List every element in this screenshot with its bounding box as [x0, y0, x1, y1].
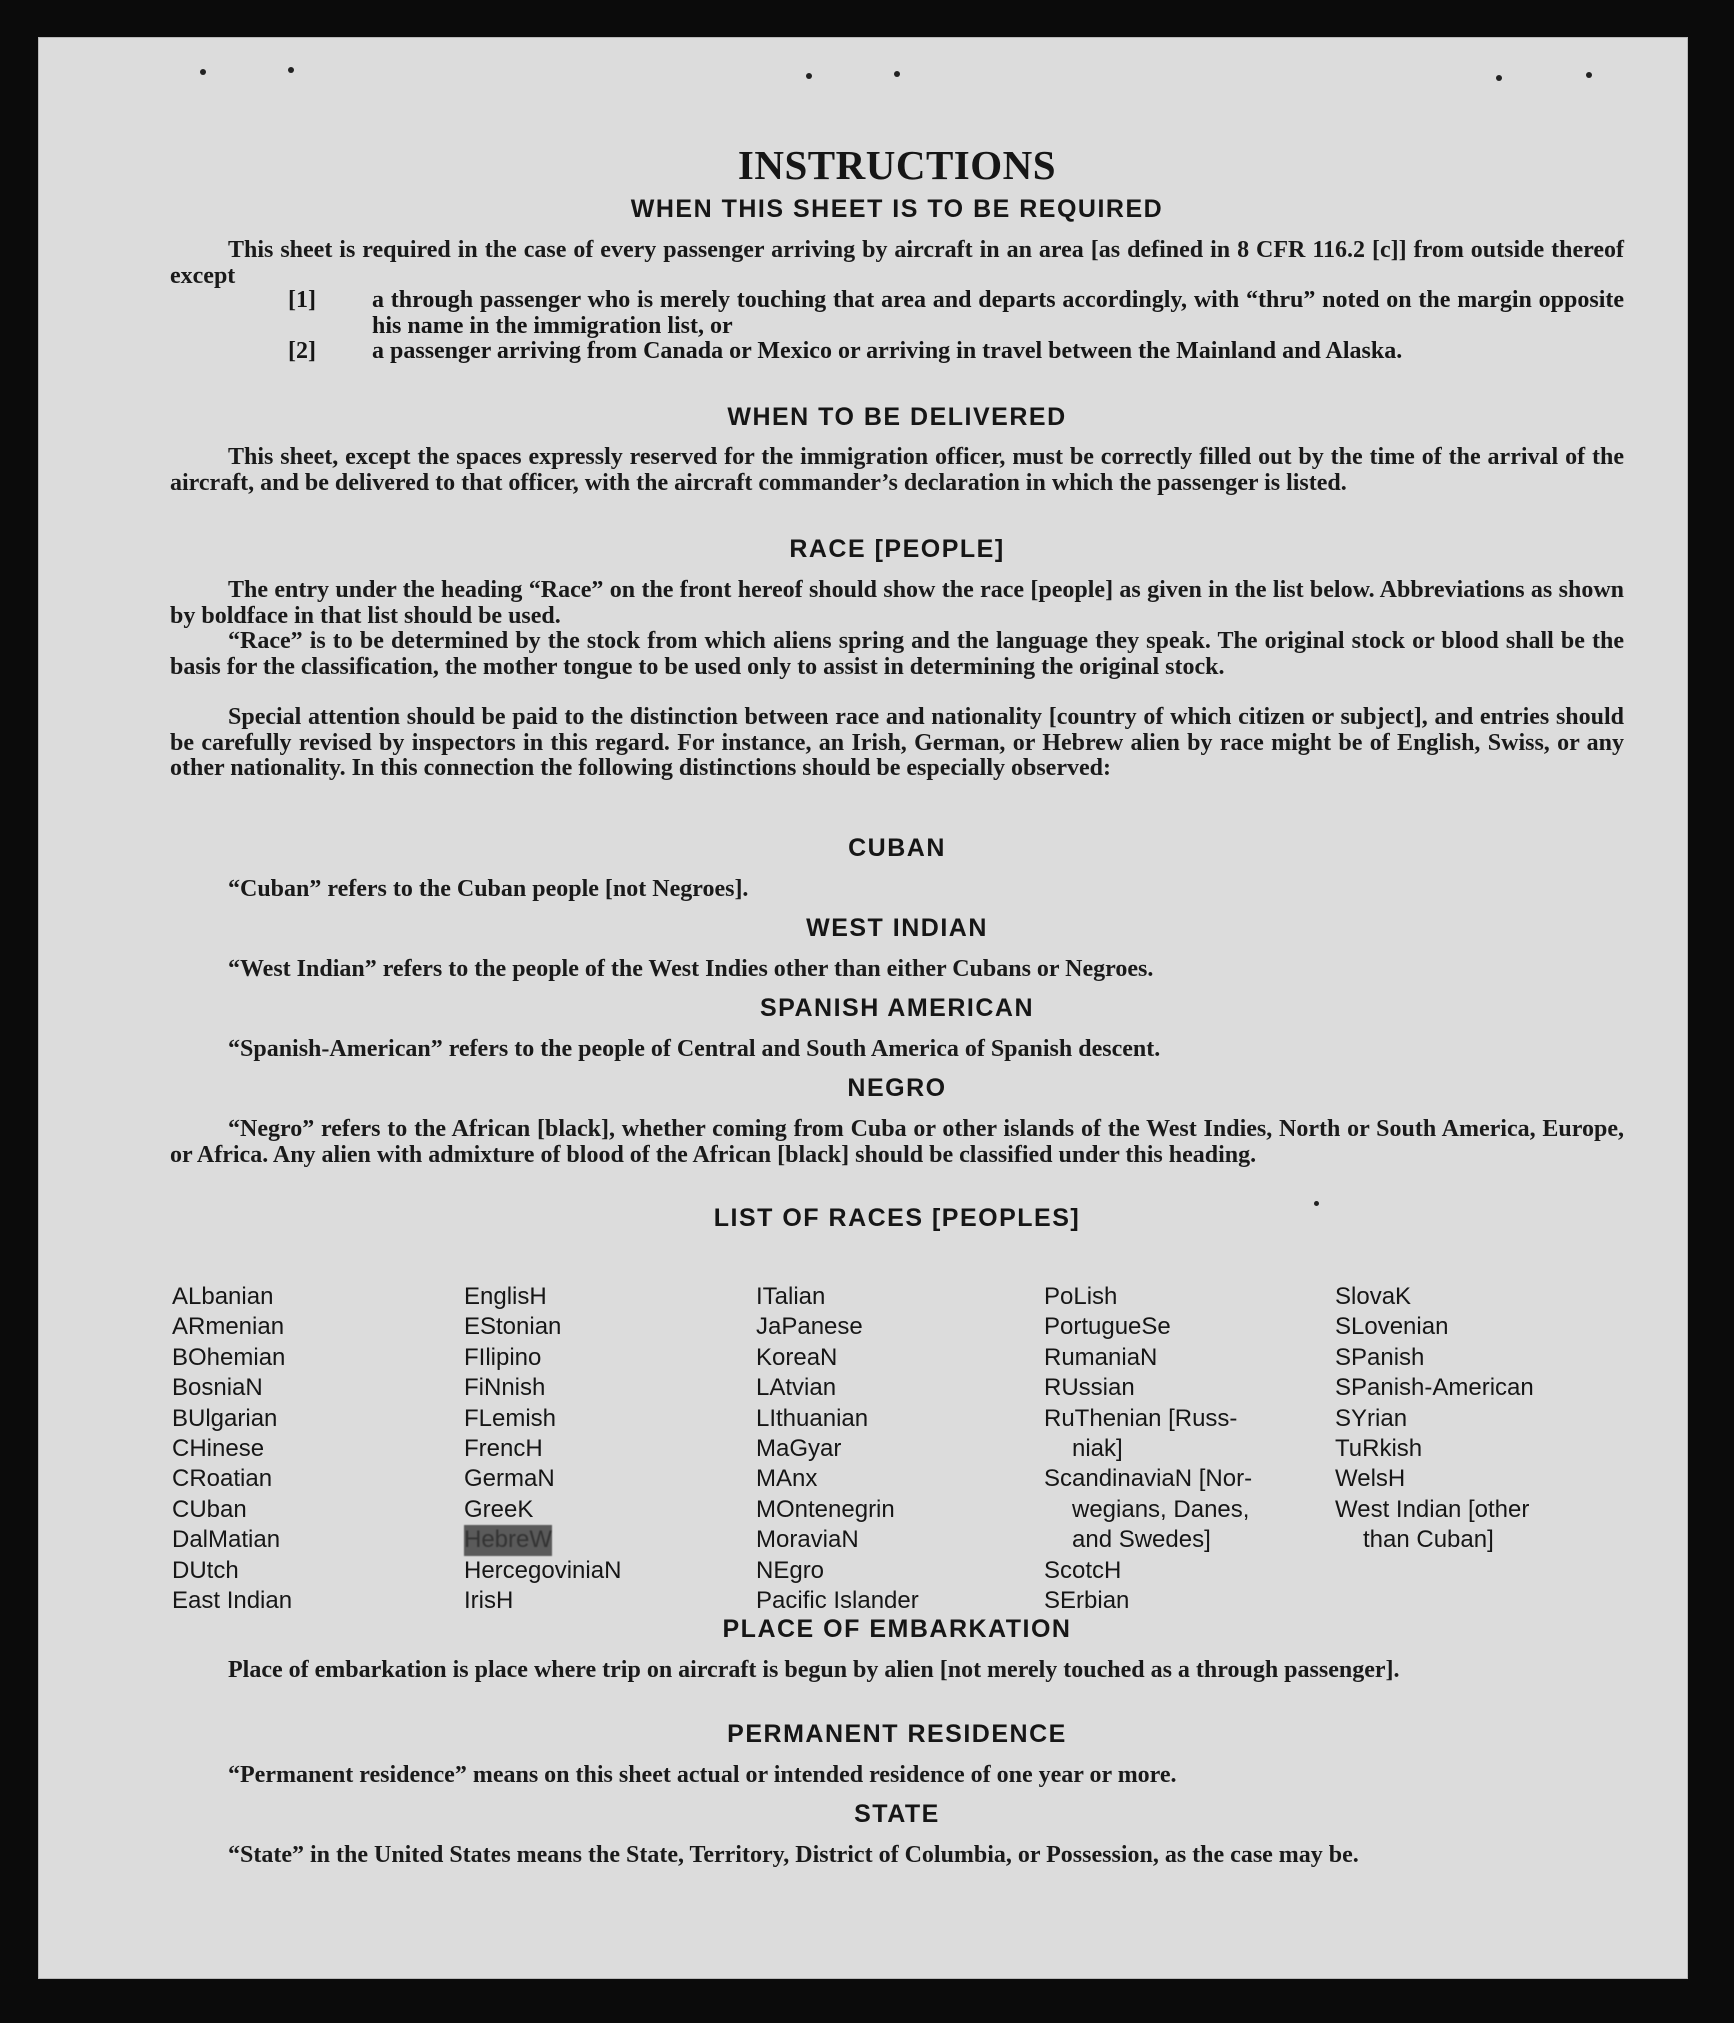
- delivered-text: This sheet, except the spaces expressly reserved for the immigration officer, must be correctly filled out by the time of the arrival of the aircraft, and be delivered to that officer, with the aircraft commander’s declaration in which the passenger is listed.: [170, 444, 1624, 496]
- list-item: ALbanian: [172, 1283, 274, 1310]
- list-item: MoraviaN: [756, 1526, 859, 1554]
- heading-negro: NEGRO: [847, 1074, 947, 1102]
- punch-mark: [1586, 72, 1592, 78]
- list-item: SPanish: [1335, 1343, 1425, 1371]
- exception-item-2: [288, 339, 1624, 390]
- list-item-continuation: than Cuban]: [1363, 1526, 1494, 1554]
- list-item: BUlgarian: [172, 1404, 278, 1432]
- exception-text: a through passenger who is merely touching that area and departs accordingly, with “thru” noted on the margin opposite his name in the immigration list, or: [372, 287, 1624, 339]
- list-item: PortugueSe: [1044, 1313, 1171, 1341]
- list-item: MaGyar: [756, 1435, 842, 1463]
- required-intro: [170, 238, 1624, 289]
- heading-delivered: WHEN TO BE DELIVERED: [727, 403, 1067, 431]
- punch-mark: [806, 73, 812, 79]
- embarkation-text: Place of embarkation is place where trip on aircraft is begun by alien [not merely touched as a through passenger].: [228, 1657, 1400, 1683]
- list-item: DalMatian: [172, 1526, 281, 1554]
- residence-text: “Permanent residence” means on this sheet actual or intended residence of one year or more.: [228, 1762, 1177, 1788]
- list-item-continuation: and Swedes]: [1072, 1526, 1211, 1554]
- list-item: LAtvian: [756, 1374, 837, 1402]
- list-item: LIthuanian: [756, 1404, 869, 1432]
- list-item: ScotcH: [1044, 1556, 1122, 1584]
- list-item: SlovaK: [1335, 1283, 1412, 1310]
- cuban-text: “Cuban” refers to the Cuban people [not Negroes].: [228, 876, 749, 902]
- list-item: SPanish-American: [1335, 1374, 1534, 1402]
- list-item-obscured: [464, 1525, 621, 1555]
- list-item: FIlipino: [464, 1343, 542, 1371]
- list-item: EStonian: [464, 1313, 562, 1341]
- heading-permanent-residence: PERMANENT RESIDENCE: [727, 1720, 1067, 1748]
- list-item: ScandinaviaN [Nor-: [1044, 1465, 1253, 1493]
- races-column-1: [172, 1282, 292, 1616]
- ink-blot: HebreW: [464, 1525, 552, 1555]
- list-item: SYrian: [1335, 1404, 1408, 1432]
- west-indian-text: “West Indian” refers to the people of the West Indies other than either Cubans or Negroes.: [228, 956, 1154, 982]
- list-item: CUban: [172, 1495, 247, 1523]
- exception-number: [1]: [288, 287, 316, 313]
- exception-number: [2]: [288, 338, 316, 364]
- punch-mark: [288, 67, 294, 73]
- list-item: CRoatian: [172, 1465, 273, 1493]
- races-column-4: [1044, 1282, 1252, 1616]
- list-item: EnglisH: [464, 1283, 547, 1310]
- document-page: [38, 37, 1688, 1979]
- list-item: CHinese: [172, 1435, 265, 1463]
- exception-text: a passenger arriving from Canada or Mexico or arriving in travel between the Mainland and Alaska.: [372, 338, 1403, 364]
- list-item: East Indian: [172, 1587, 293, 1615]
- list-item: DUtch: [172, 1556, 239, 1584]
- punch-mark: [1496, 75, 1502, 81]
- heading-embarkation: PLACE OF EMBARKATION: [722, 1615, 1072, 1643]
- list-item: RumaniaN: [1044, 1343, 1158, 1371]
- list-item: NEgro: [756, 1556, 825, 1584]
- list-item: ITalian: [756, 1283, 826, 1310]
- state-text: “State” in the United States means the State, Territory, District of Columbia, or Possession, as the case may be.: [228, 1842, 1359, 1868]
- list-item: ARmenian: [172, 1313, 285, 1341]
- list-item: RuThenian [Russ-: [1044, 1404, 1238, 1432]
- punch-mark: [200, 69, 206, 75]
- list-item: BosniaN: [172, 1374, 263, 1402]
- list-item: Pacific Islander: [756, 1587, 919, 1615]
- list-item: FiNnish: [464, 1374, 546, 1402]
- list-item-continuation: wegians, Danes,: [1072, 1495, 1250, 1523]
- race-paragraph-2: “Race” is to be determined by the stock from which aliens spring and the language they speak. The original stock or blood shall be the basis for the classification, the mother tongue to be used only to assist in determining the original stock.: [170, 628, 1624, 680]
- heading-required: WHEN THIS SHEET IS TO BE REQUIRED: [630, 195, 1164, 223]
- race-paragraph-1: The entry under the heading “Race” on the front hereof should show the race [people] as given in the list below. Abbreviations as shown by boldface in that list should be used.: [170, 577, 1624, 629]
- negro-text: “Negro” refers to the African [black], whether coming from Cuba or other islands of the West Indies, North or South America, Europe, or Africa. Any alien with admixture of blood of the African [black] should be classified under this heading.: [170, 1116, 1624, 1168]
- list-item: SErbian: [1044, 1587, 1130, 1615]
- heading-list-of-races: LIST OF RACES [PEOPLES]: [713, 1204, 1081, 1232]
- list-item-continuation: niak]: [1072, 1435, 1123, 1463]
- list-item: FrencH: [464, 1435, 543, 1463]
- list-item: PoLish: [1044, 1283, 1118, 1310]
- heading-cuban: CUBAN: [848, 834, 946, 862]
- races-column-3: [756, 1282, 919, 1616]
- list-item: RUssian: [1044, 1374, 1135, 1402]
- list-item: KoreaN: [756, 1343, 838, 1371]
- exception-item-1: [288, 288, 1624, 339]
- list-item: MAnx: [756, 1465, 818, 1493]
- list-item: IrisH: [464, 1587, 514, 1615]
- spanish-american-text: “Spanish-American” refers to the people of Central and South America of Spanish descent.: [228, 1036, 1161, 1062]
- race-paragraph-3: Special attention should be paid to the distinction between race and nationality [country of which citizen or subject], and entries should be carefully revised by inspectors in this regard. For instance, an Irish, German, or Hebrew alien by race might be of English, Swiss, or any other nationality. In this connection the following distinctions should be especially observed:: [170, 704, 1624, 781]
- races-column-5: [1335, 1282, 1534, 1556]
- list-item: GreeK: [464, 1495, 534, 1523]
- races-column-2: [464, 1282, 621, 1616]
- list-item: TuRkish: [1335, 1435, 1423, 1463]
- list-item: FLemish: [464, 1404, 557, 1432]
- page-title: INSTRUCTIONS: [737, 142, 1057, 188]
- list-item: GermaN: [464, 1465, 555, 1493]
- list-item: West Indian [other: [1335, 1495, 1530, 1523]
- list-item: HercegoviniaN: [464, 1556, 622, 1584]
- list-item: JaPanese: [756, 1313, 863, 1341]
- required-intro-text: This sheet is required in the case of every passenger arriving by aircraft in an area [as defined in 8 CFR 116.2 [c]] from outside thereof except: [170, 237, 1624, 289]
- heading-spanish-american: SPANISH AMERICAN: [759, 994, 1034, 1022]
- list-item: BOhemian: [172, 1343, 286, 1371]
- list-item: MOntenegrin: [756, 1495, 895, 1523]
- heading-race: RACE [PEOPLE]: [789, 535, 1005, 563]
- heading-west-indian: WEST INDIAN: [806, 914, 988, 942]
- list-item: WelsH: [1335, 1465, 1406, 1493]
- punch-mark: [894, 71, 900, 77]
- list-item: SLovenian: [1335, 1313, 1449, 1341]
- heading-state: STATE: [854, 1800, 940, 1828]
